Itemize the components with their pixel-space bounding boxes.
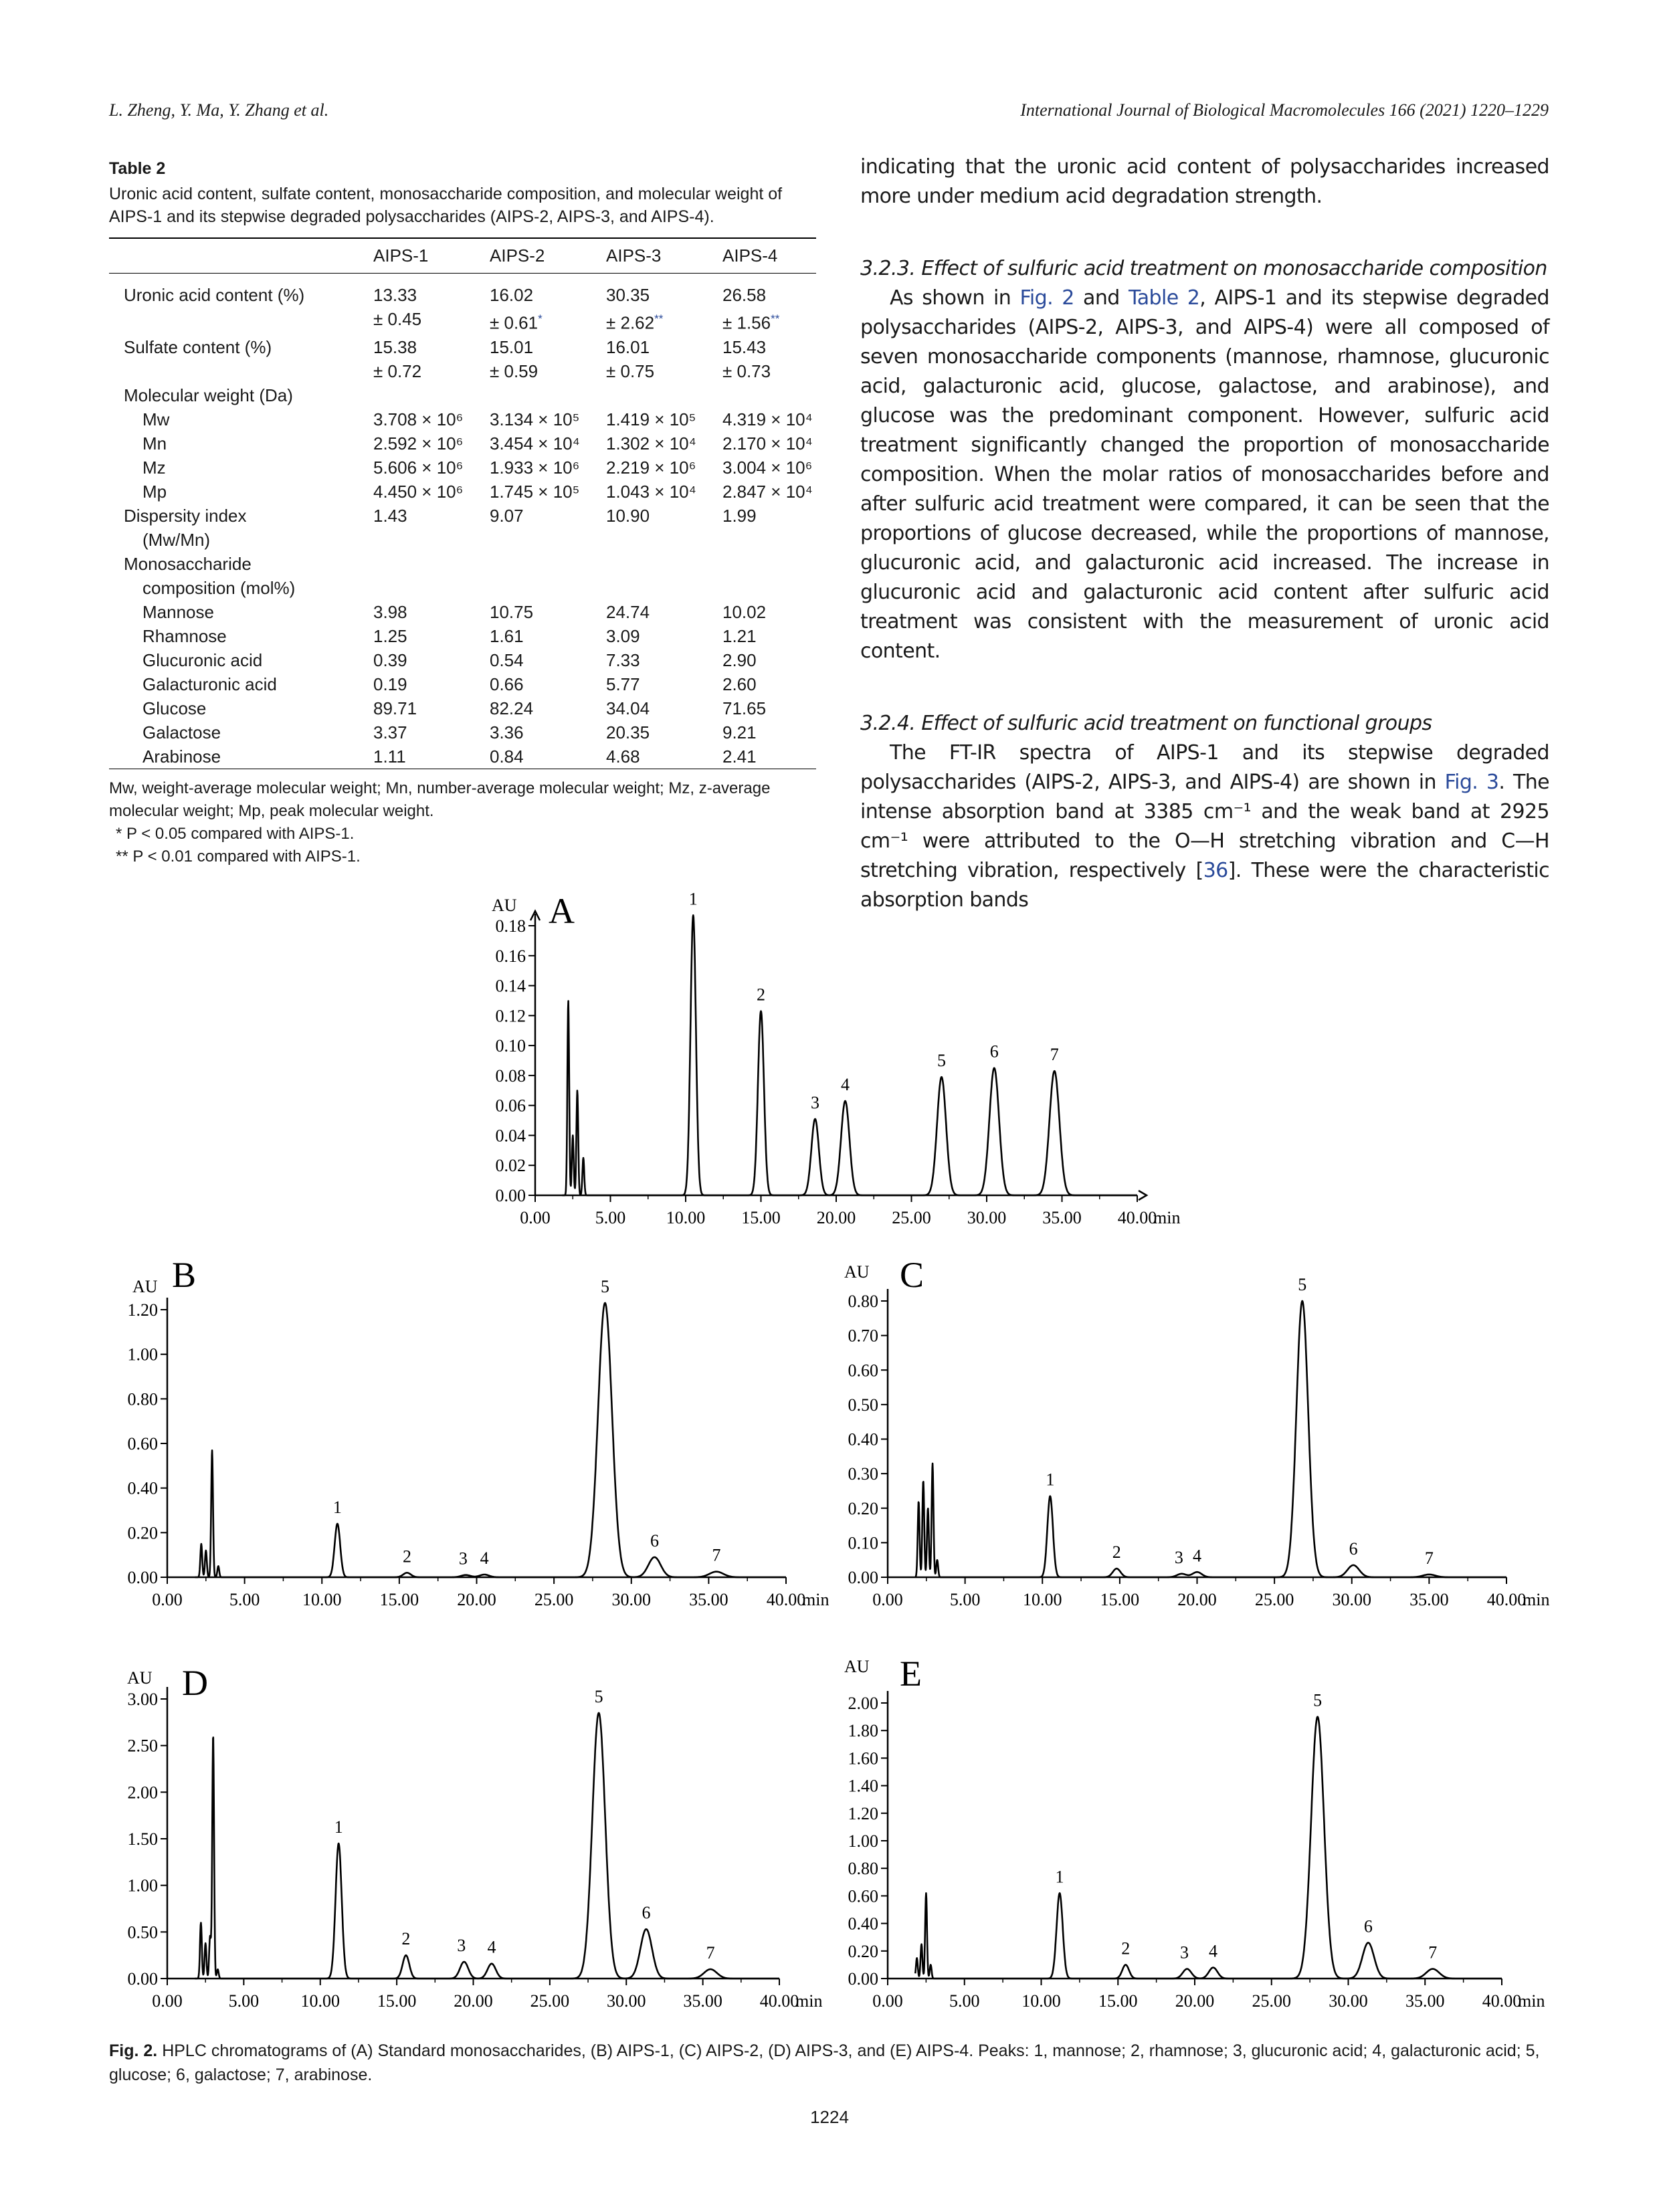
- y-tick-label: 0.80: [848, 1292, 878, 1311]
- x-tick-label: 35.00: [1405, 1991, 1445, 2011]
- cell-value: 3.36: [490, 722, 524, 742]
- cell-value: 16.01: [606, 336, 650, 357]
- cell-value: 34.04: [606, 698, 650, 718]
- text-run: , AIPS-1 and its stepwise degraded polysaccharides (AIPS-2, AIPS-3, and AIPS-4) were all composed of seven monosaccharide components (mannose, rhamnose, glucuronic acid, galacturonic acid, glucose, galactose, and arabinose), and glucose was the predominant component. However, sulfuric acid treatment significantly changed the proportion of monosaccharide composition. When the molar ratios of monosaccharides before and after sulfuric acid treatment were compared, it can be seen that the proportions of glucose decreased, while the proportions of mannose, glucuronic acid, and galacturonic acid increased. The increase in glucuronic acid and galacturonic acid content after sulfuric acid treatment was consistent with the measurement of uronic acid content.: [860, 286, 1549, 663]
- x-tick-label: 15.00: [379, 1590, 419, 1609]
- y-tick-label: 0.14: [495, 976, 526, 996]
- x-tick-label: 5.00: [949, 1991, 980, 2011]
- cell-value: 1.419 × 10⁵: [606, 409, 696, 429]
- cell-value: 13.33: [373, 285, 417, 305]
- cell-value: 1.43: [373, 505, 407, 526]
- row-label: Glucose: [142, 698, 207, 718]
- table-caption: Uronic acid content, sulfate content, monosaccharide composition, and molecular weight of AIPS-1 and its stepwise degraded polysaccharides (AIPS-2, AIPS-3, and AIPS-4).: [109, 185, 783, 226]
- x-tick-label: 10.00: [300, 1991, 340, 2011]
- x-tick-label: 25.00: [892, 1208, 931, 1227]
- cell-value: 15.43: [722, 336, 767, 357]
- cell-value: ± 0.45: [373, 309, 422, 329]
- x-tick-label: 0.00: [872, 1991, 903, 2011]
- cell-value: 10.75: [490, 601, 534, 622]
- y-tick-label: 1.60: [848, 1748, 878, 1769]
- cell-value: 0.54: [490, 649, 524, 670]
- cell-value: ± 0.75: [606, 361, 655, 381]
- cell-value: 20.35: [606, 722, 650, 742]
- cell-value: 2.592 × 10⁶: [373, 433, 464, 454]
- cell-value: 2.847 × 10⁴: [722, 481, 813, 502]
- x-tick-label: 20.00: [454, 1991, 493, 2011]
- y-tick-label: 0.60: [848, 1886, 878, 1906]
- x-tick-label: 35.00: [689, 1590, 728, 1609]
- row-label: Rhamnose: [142, 625, 227, 646]
- cell-value: 0.66: [490, 674, 524, 694]
- cell-value: 3.004 × 10⁶: [722, 457, 813, 478]
- cell-value: 4.319 × 10⁴: [722, 409, 813, 429]
- running-header-authors: L. Zheng, Y. Ma, Y. Zhang et al.: [109, 100, 329, 120]
- text-run: As shown in: [890, 286, 1020, 310]
- peak-label: 6: [1349, 1538, 1358, 1559]
- peak-label: 1: [332, 1498, 342, 1517]
- x-axis-arrow: [1139, 1191, 1147, 1200]
- cell-value: 3.134 × 10⁵: [490, 409, 580, 429]
- row-label: Glucuronic acid: [142, 649, 263, 670]
- cell-value: 0.19: [373, 674, 407, 694]
- x-tick-label: 20.00: [1177, 1590, 1217, 1609]
- peak-label: 2: [401, 1929, 411, 1949]
- cell-value: 10.02: [722, 601, 767, 622]
- x-tick-label: 15.00: [377, 1991, 417, 2011]
- cell-value: 3.98: [373, 601, 407, 622]
- peak-label: 4: [1193, 1546, 1201, 1566]
- y-tick-label: 1.40: [848, 1776, 878, 1796]
- table-header-cell: AIPS-1: [373, 245, 429, 266]
- cell-value: 4.68: [606, 746, 640, 767]
- cell-value: 1.11: [373, 746, 406, 767]
- table-footnote-star1: * P < 0.05 compared with AIPS-1.: [116, 824, 355, 843]
- row-label: Molecular weight (Da): [124, 385, 293, 405]
- y-tick-label: 2.00: [127, 1783, 158, 1803]
- peak-label: 7: [1428, 1942, 1438, 1963]
- y-tick-label: 0.20: [848, 1941, 878, 1961]
- y-axis-unit-label: AU: [492, 896, 517, 915]
- x-tick-label: 10.00: [1023, 1590, 1062, 1609]
- running-header-journal: International Journal of Biological Macromolecules 166 (2021) 1220–1229: [1020, 100, 1549, 120]
- cell-value: 2.170 × 10⁴: [722, 433, 813, 454]
- cell-value: 3.454 × 10⁴: [490, 433, 580, 454]
- y-tick-label: 0.50: [127, 1922, 158, 1942]
- peak-label: 5: [1298, 1275, 1307, 1294]
- cell-value: 2.41: [722, 746, 757, 767]
- cell-value: 7.33: [606, 649, 640, 670]
- cell-value: 1.043 × 10⁴: [606, 481, 696, 502]
- x-tick-label: 15.00: [1100, 1590, 1140, 1609]
- y-tick-label: 0.08: [495, 1066, 526, 1086]
- row-label: Uronic acid content (%): [124, 285, 305, 305]
- peak-label: 2: [402, 1546, 411, 1567]
- cell-value: 10.90: [606, 505, 650, 526]
- panel-label: E: [900, 1653, 922, 1694]
- citation-link[interactable]: 36: [1203, 859, 1228, 882]
- figure-caption: [109, 2039, 1549, 2087]
- y-axis-unit-label: AU: [844, 1657, 870, 1676]
- x-tick-label: 35.00: [683, 1991, 722, 2011]
- section-heading-3-2-4: 3.2.4. Effect of sulfuric acid treatment on functional groups: [860, 712, 1432, 735]
- peak-label: 1: [334, 1817, 343, 1837]
- paragraph: indicating that the uronic acid content of polysaccharides increased more under medium acid degradation strength.: [860, 155, 1549, 208]
- cell-value: 1.61: [490, 625, 524, 646]
- row-label: composition (mol%): [142, 577, 296, 598]
- y-tick-label: 3.00: [127, 1690, 158, 1709]
- cell-value: ± 0.72: [373, 361, 422, 381]
- peak-label: 7: [1424, 1548, 1434, 1568]
- y-tick-label: 0.40: [848, 1429, 878, 1449]
- cell-value: 82.24: [490, 698, 534, 718]
- y-tick-label: 0.00: [495, 1186, 526, 1205]
- peak-label: 1: [1046, 1470, 1055, 1490]
- cell-value: 3.37: [373, 722, 407, 742]
- peak-label: 3: [458, 1548, 468, 1569]
- y-tick-label: 0.20: [127, 1523, 158, 1543]
- cell-value: 5.606 × 10⁶: [373, 457, 464, 478]
- cell-value: ± 0.61: [490, 312, 539, 333]
- significance-marker: *: [538, 312, 543, 325]
- peak-label: 3: [457, 1935, 466, 1955]
- y-tick-label: 0.02: [495, 1156, 526, 1176]
- cell-value: 16.02: [490, 285, 534, 305]
- chromatogram-trace: [195, 1303, 786, 1577]
- x-tick-label: 0.00: [152, 1590, 183, 1609]
- cell-value: 1.21: [722, 625, 757, 646]
- x-axis-unit-label: min: [1153, 1208, 1181, 1227]
- table-header-cell: AIPS-3: [606, 245, 662, 266]
- cell-value: 1.99: [722, 505, 757, 526]
- peak-label: 3: [1174, 1547, 1183, 1567]
- y-tick-label: 0.06: [495, 1096, 526, 1116]
- chromatogram-trace: [915, 1717, 1502, 1979]
- panel-label: A: [549, 891, 575, 931]
- x-tick-label: 5.00: [229, 1590, 260, 1609]
- section-heading-3-2-3: 3.2.3. Effect of sulfuric acid treatment on monosaccharide composition: [860, 257, 1547, 280]
- peak-label: 6: [642, 1903, 651, 1923]
- y-tick-label: 0.00: [848, 1969, 878, 1989]
- x-tick-label: 20.00: [816, 1208, 856, 1227]
- cell-value: 5.77: [606, 674, 640, 694]
- peak-label: 6: [989, 1041, 999, 1062]
- x-tick-label: 25.00: [530, 1991, 570, 2011]
- y-tick-label: 1.20: [848, 1803, 878, 1823]
- figure-caption-text: HPLC chromatograms of (A) Standard monosaccharides, (B) AIPS-1, (C) AIPS-2, (D) AIPS-3, and (E) AIPS-4. Peaks: 1, mannose; 2, rhamnose; 3, glucuronic acid; 4, galacturonic acid; 5, glucose; 6, galactose; 7, arabinose.: [109, 2041, 1540, 2084]
- cell-value: 26.58: [722, 285, 767, 305]
- cell-value: 15.38: [373, 336, 417, 357]
- x-tick-label: 10.00: [1021, 1991, 1061, 2011]
- cell-value: 24.74: [606, 601, 650, 622]
- peak-label: 6: [1363, 1916, 1373, 1936]
- peak-label: 2: [757, 985, 765, 1005]
- y-tick-label: 1.80: [848, 1721, 878, 1741]
- x-tick-label: 0.00: [520, 1208, 551, 1227]
- table-link[interactable]: Table 2: [1128, 286, 1200, 310]
- x-tick-label: 25.00: [534, 1590, 574, 1609]
- table-header-cell: AIPS-2: [490, 245, 545, 266]
- y-tick-label: 2.50: [127, 1736, 158, 1756]
- cell-value: 89.71: [373, 698, 417, 718]
- y-tick-label: 0.50: [848, 1395, 878, 1415]
- cell-value: 15.01: [490, 336, 534, 357]
- row-label: Monosaccharide: [124, 553, 252, 574]
- significance-marker: **: [654, 312, 664, 325]
- x-tick-label: 5.00: [949, 1590, 981, 1609]
- y-tick-label: 2.00: [848, 1694, 878, 1713]
- peak-label: 7: [1050, 1045, 1059, 1065]
- x-tick-label: 15.00: [741, 1208, 781, 1227]
- y-tick-label: 0.00: [127, 1568, 158, 1587]
- x-tick-label: 40.00: [1486, 1590, 1527, 1609]
- x-tick-label: 30.00: [611, 1590, 651, 1609]
- x-tick-label: 35.00: [1042, 1208, 1082, 1227]
- x-axis-unit-label: min: [795, 1991, 823, 2011]
- figure-caption-label: Fig. 2.: [109, 2041, 158, 2060]
- x-tick-label: 20.00: [457, 1590, 496, 1609]
- cell-value: 2.90: [722, 649, 757, 670]
- y-tick-label: 0.70: [848, 1326, 878, 1346]
- cell-value: 3.09: [606, 625, 640, 646]
- panel-label: C: [900, 1255, 924, 1295]
- cell-value: ± 0.59: [490, 361, 539, 381]
- row-label: Galactose: [142, 722, 221, 742]
- y-tick-label: 0.60: [127, 1434, 158, 1453]
- y-tick-label: 0.00: [127, 1969, 158, 1989]
- y-tick-label: 0.12: [495, 1006, 526, 1026]
- row-label: Arabinose: [142, 746, 221, 767]
- table-label: Table 2: [109, 159, 166, 178]
- x-tick-label: 5.00: [228, 1991, 260, 2011]
- x-tick-label: 30.00: [607, 1991, 646, 2011]
- y-tick-label: 0.00: [848, 1568, 878, 1587]
- row-label: Mw: [142, 409, 170, 429]
- x-tick-label: 40.00: [1117, 1208, 1157, 1227]
- peak-label: 2: [1112, 1542, 1121, 1563]
- y-tick-label: 0.80: [127, 1389, 158, 1409]
- y-tick-label: 1.00: [848, 1831, 878, 1851]
- y-tick-label: 0.30: [848, 1464, 878, 1484]
- table-header-cell: AIPS-4: [722, 245, 778, 266]
- y-tick-label: 1.20: [127, 1300, 158, 1320]
- peak-label: 4: [1209, 1941, 1218, 1961]
- x-tick-label: 5.00: [595, 1208, 626, 1227]
- text-run: The FT-IR spectra of AIPS-1 and its stepwise degraded polysaccharides (AIPS-2, AIPS-3, and AIPS-4) are shown in: [860, 741, 1549, 794]
- x-tick-label: 25.00: [1252, 1991, 1291, 2011]
- y-axis-unit-label: AU: [132, 1277, 158, 1296]
- page-number: 1224: [810, 2107, 849, 2127]
- row-label: Mn: [142, 433, 167, 454]
- y-tick-label: 1.00: [127, 1344, 158, 1365]
- x-tick-label: 10.00: [666, 1208, 706, 1227]
- x-tick-label: 40.00: [759, 1991, 799, 2011]
- figure-link[interactable]: Fig. 3: [1444, 771, 1499, 794]
- cell-value: ± 0.73: [722, 361, 771, 381]
- row-label: Galacturonic acid: [142, 674, 277, 694]
- cell-value: 2.219 × 10⁶: [606, 457, 696, 478]
- peak-label: 4: [480, 1548, 489, 1568]
- panel-label: B: [172, 1255, 197, 1295]
- cell-value: 1.302 × 10⁴: [606, 433, 696, 454]
- x-tick-label: 40.00: [1482, 1991, 1522, 2011]
- y-tick-label: 0.18: [495, 916, 526, 936]
- x-tick-label: 10.00: [302, 1590, 342, 1609]
- x-tick-label: 40.00: [766, 1590, 806, 1609]
- row-label: Mz: [142, 457, 166, 478]
- cell-value: 1.25: [373, 625, 407, 646]
- x-tick-label: 0.00: [152, 1991, 183, 2011]
- row-label: Dispersity index: [124, 505, 247, 526]
- chromatogram-trace: [916, 1301, 1506, 1577]
- peak-label: 4: [841, 1074, 850, 1094]
- x-axis-unit-label: min: [1518, 1991, 1545, 2011]
- cell-value: 2.60: [722, 674, 757, 694]
- peak-label: 5: [594, 1686, 603, 1706]
- peak-label: 1: [1055, 1867, 1064, 1887]
- y-tick-label: 0.10: [495, 1036, 526, 1056]
- x-tick-label: 30.00: [967, 1208, 1007, 1227]
- cell-value: 3.708 × 10⁶: [373, 409, 464, 429]
- y-tick-label: 0.10: [848, 1533, 878, 1553]
- peak-label: 7: [712, 1545, 721, 1565]
- y-tick-label: 0.80: [848, 1859, 878, 1879]
- table-footnote-abbrev: Mw, weight-average molecular weight; Mn, number-average molecular weight; Mz, z-average molecular weight; Mp, peak molecular weight.: [109, 779, 771, 820]
- y-tick-label: 1.00: [127, 1876, 158, 1896]
- cell-value: 30.35: [606, 285, 650, 305]
- peak-label: 3: [811, 1092, 819, 1112]
- x-tick-label: 35.00: [1409, 1590, 1449, 1609]
- peak-label: 3: [1180, 1942, 1189, 1963]
- cell-value: ± 2.62: [606, 312, 655, 333]
- panel-label: D: [182, 1663, 208, 1703]
- peak-label: 5: [600, 1277, 609, 1296]
- cell-value: 1.745 × 10⁵: [490, 481, 580, 502]
- peak-label: 1: [688, 889, 698, 909]
- y-tick-label: 0.40: [848, 1914, 878, 1934]
- x-tick-label: 20.00: [1175, 1991, 1215, 2011]
- figure-link[interactable]: Fig. 2: [1019, 286, 1074, 310]
- cell-value: 0.84: [490, 746, 524, 767]
- cell-value: 71.65: [722, 698, 767, 718]
- x-axis-unit-label: min: [1523, 1590, 1550, 1609]
- row-label: Sulfate content (%): [124, 336, 272, 357]
- cell-value: 0.39: [373, 649, 407, 670]
- row-label: (Mw/Mn): [142, 529, 211, 550]
- peak-label: 4: [487, 1937, 496, 1957]
- cell-value: 9.21: [722, 722, 757, 742]
- table-footnote-star2: ** P < 0.01 compared with AIPS-1.: [116, 847, 361, 866]
- y-axis-unit-label: AU: [127, 1668, 153, 1688]
- x-tick-label: 30.00: [1329, 1991, 1368, 2011]
- x-tick-label: 0.00: [872, 1590, 903, 1609]
- y-tick-label: 1.50: [127, 1829, 158, 1849]
- significance-marker: **: [771, 312, 780, 325]
- x-tick-label: 25.00: [1254, 1590, 1294, 1609]
- row-label: Mannose: [142, 601, 214, 622]
- peak-label: 2: [1121, 1938, 1131, 1958]
- y-tick-label: 0.20: [848, 1498, 878, 1518]
- peak-label: 5: [1313, 1690, 1323, 1710]
- x-tick-label: 15.00: [1098, 1991, 1138, 2011]
- peak-label: 6: [650, 1531, 659, 1550]
- peak-label: 5: [937, 1051, 946, 1071]
- y-tick-label: 0.40: [127, 1478, 158, 1498]
- cell-value: ± 1.56: [722, 312, 771, 333]
- cell-value: 1.933 × 10⁶: [490, 457, 580, 478]
- cell-value: 4.450 × 10⁶: [373, 481, 464, 502]
- text-run: ]. These were the characteristic absorption bands: [860, 859, 1550, 912]
- x-tick-label: 30.00: [1332, 1590, 1371, 1609]
- peak-label: 7: [706, 1943, 715, 1963]
- row-label: Mp: [142, 481, 167, 502]
- y-tick-label: 0.04: [495, 1126, 526, 1146]
- text-run: . The intense absorption band at 3385 cm⁻¹ and the weak band at 2925 cm⁻¹ were attributed to the O—H stretching vibration and C—H stretching vibration, respectively [: [860, 771, 1549, 882]
- y-axis-unit-label: AU: [844, 1262, 870, 1282]
- y-tick-label: 0.60: [848, 1361, 878, 1381]
- cell-value: 9.07: [490, 505, 524, 526]
- x-axis-unit-label: min: [802, 1590, 830, 1609]
- text-run: and: [1074, 286, 1129, 310]
- y-tick-label: 0.16: [495, 946, 526, 966]
